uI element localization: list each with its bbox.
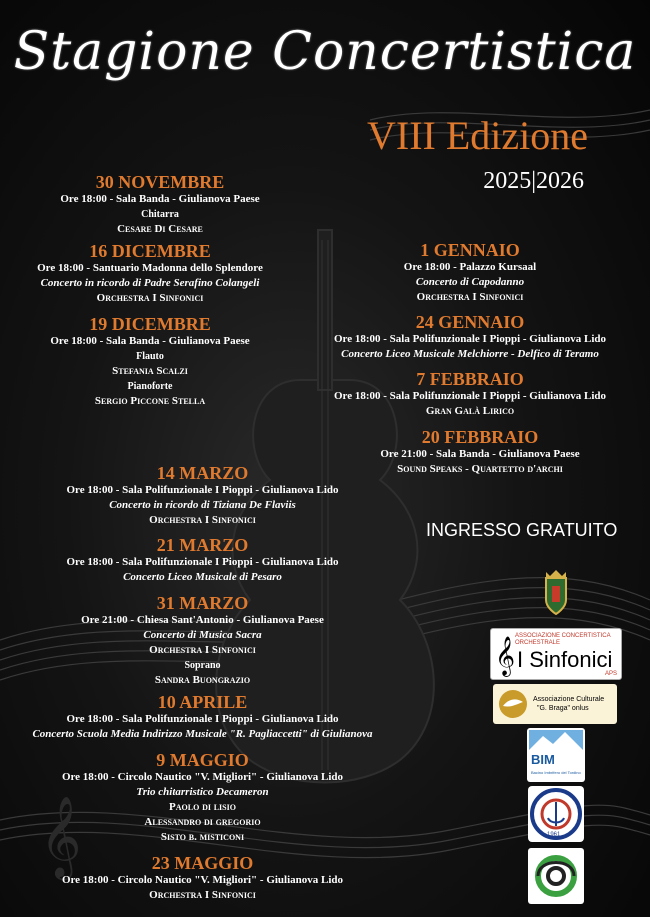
event-performer: Sergio Piccone Stella <box>94 395 206 407</box>
event-performer: Alessandro di gregorio <box>144 816 261 828</box>
event-performer: Stefania Scalzi <box>112 365 188 377</box>
event-19-dicembre <box>0 314 300 409</box>
logo-name: BIM <box>531 752 555 767</box>
event-24-gennaio <box>310 312 630 362</box>
event-time-venue: Ore 18:00 - Sala Polifunzionale I Pioppi - Giulianova Lido <box>66 556 339 568</box>
event-date: 21 MARZO <box>156 535 249 555</box>
logo-caption: 1961 <box>547 832 561 838</box>
event-performer: Orchestra I Sinfonici <box>96 292 204 304</box>
svg-text:𝄞: 𝄞 <box>495 636 516 676</box>
event-time-venue: Ore 21:00 - Sala Banda - Giulianova Paese <box>380 448 580 460</box>
event-7-febbraio <box>310 369 630 419</box>
logo-caption: "G. Braga" onlus <box>537 705 589 712</box>
swirl-logo <box>528 848 584 904</box>
logo-caption: ASSOCIAZIONE CONCERTISTICA ORCHESTRALE <box>515 633 611 646</box>
svg-text:𝄞: 𝄞 <box>40 795 82 877</box>
event-31-marzo <box>30 593 375 688</box>
bim-logo <box>527 728 585 782</box>
event-30-novembre <box>10 172 310 237</box>
event-date: 16 DICEMBRE <box>89 241 211 261</box>
event-performer: Orchestra I Sinfonici <box>149 889 256 901</box>
swirl-icon <box>528 848 584 904</box>
event-9-maggio <box>30 750 375 845</box>
event-role: Pianoforte <box>127 381 173 392</box>
event-performer: Sandra Buongrazio <box>154 674 251 686</box>
event-description: Concerto di Musica Sacra <box>143 629 262 641</box>
event-performer: Gran Galà Lirico <box>425 405 515 417</box>
event-date: 19 DICEMBRE <box>89 314 211 334</box>
event-date: 23 MAGGIO <box>151 853 254 873</box>
event-performer: Cesare Di Cesare <box>117 223 203 235</box>
event-time-venue: Ore 18:00 - Sala Banda - Giulianova Paese <box>50 335 250 347</box>
event-time-venue: Ore 21:00 - Chiesa Sant'Antonio - Giulianova Paese <box>81 614 324 626</box>
event-performer: Sisto b. misticoni <box>160 831 245 843</box>
event-time-venue: Ore 18:00 - Palazzo Kursaal <box>403 261 537 273</box>
season-years: 2025|2026 <box>483 168 584 194</box>
event-date: 10 APRILE <box>157 692 248 712</box>
event-time-venue: Ore 18:00 - Santuario Madonna dello Splendore <box>37 262 263 274</box>
free-entry-label: INGRESSO GRATUITO <box>426 520 618 540</box>
event-date: 9 MAGGIO <box>156 750 249 770</box>
event-time-venue: Ore 18:00 - Circolo Nautico "V. Migliori" - Giulianova Lido <box>61 874 344 886</box>
dove-icon <box>497 688 529 720</box>
event-20-febbraio <box>330 427 630 477</box>
page-title: Stagione Concertistica <box>13 22 637 82</box>
event-role: Flauto <box>136 351 164 362</box>
event-description: Concerto Liceo Musicale Melchiorre - Delfico di Teramo <box>341 348 599 360</box>
event-date: 1 GENNAIO <box>420 240 520 260</box>
crest-icon <box>540 568 572 618</box>
event-date: 31 MARZO <box>156 593 249 613</box>
logo-aps: APS <box>604 671 617 677</box>
event-10-aprile <box>5 692 400 742</box>
event-performer: Sound Speaks - Quartetto d'archi <box>397 463 563 475</box>
event-date: 20 FEBBRAIO <box>421 427 539 447</box>
sinfonici-logo <box>490 628 622 680</box>
event-time-venue: Ore 18:00 - Circolo Nautico "V. Migliori" - Giulianova Lido <box>61 771 344 783</box>
event-description: Concerto in ricordo di Padre Serafino Colangeli <box>40 277 260 289</box>
event-role: Soprano <box>184 660 221 671</box>
event-description: Concerto Scuola Media Indirizzo Musicale "R. Pagliaccetti" di Giulianova <box>32 728 373 740</box>
event-time-venue: Ore 18:00 - Sala Polifunzionale I Pioppi - Giulianova Lido <box>333 390 607 402</box>
event-performer: Paolo di lisio <box>169 801 236 813</box>
event-description: Concerto in ricordo di Tiziana De Flaviis <box>109 499 296 511</box>
event-1-gennaio <box>320 240 620 305</box>
edition-label: VIII Edizione <box>366 113 588 158</box>
event-date: 30 NOVEMBRE <box>95 172 225 192</box>
event-date: 24 GENNAIO <box>415 312 525 332</box>
nautico-logo <box>528 786 584 842</box>
event-description: Trio chitarristico Decameron <box>136 786 269 798</box>
event-performer: Orchestra I Sinfonici <box>416 291 524 303</box>
event-date: 7 FEBBRAIO <box>416 369 524 389</box>
event-time-venue: Ore 18:00 - Sala Polifunzionale I Pioppi - Giulianova Lido <box>66 713 339 725</box>
event-description: Concerto Liceo Musicale di Pesaro <box>123 571 282 583</box>
event-date: 14 MARZO <box>156 463 249 483</box>
logo-caption: Associazione Culturale <box>533 696 605 703</box>
event-time-venue: Ore 18:00 - Sala Polifunzionale I Pioppi - Giulianova Lido <box>333 333 607 345</box>
treble-clef-icon <box>495 636 516 676</box>
logo-name: I Sinfonici <box>517 647 613 672</box>
event-21-marzo <box>30 535 375 585</box>
mountain-icon <box>529 730 583 750</box>
event-role: Chitarra <box>141 209 179 220</box>
logo-caption: Bacino Imbrifero del Tordino <box>531 770 581 775</box>
event-16-dicembre <box>0 241 300 306</box>
event-time-venue: Ore 18:00 - Sala Banda - Giulianova Paese <box>60 193 260 205</box>
event-14-marzo <box>30 463 375 528</box>
event-performer: Orchestra I Sinfonici <box>149 644 256 656</box>
event-23-maggio <box>30 853 375 903</box>
event-time-venue: Ore 18:00 - Sala Polifunzionale I Pioppi - Giulianova Lido <box>66 484 339 496</box>
braga-logo <box>493 684 617 724</box>
event-description: Concerto di Capodanno <box>415 276 525 288</box>
event-performer: Orchestra I Sinfonici <box>149 514 256 526</box>
